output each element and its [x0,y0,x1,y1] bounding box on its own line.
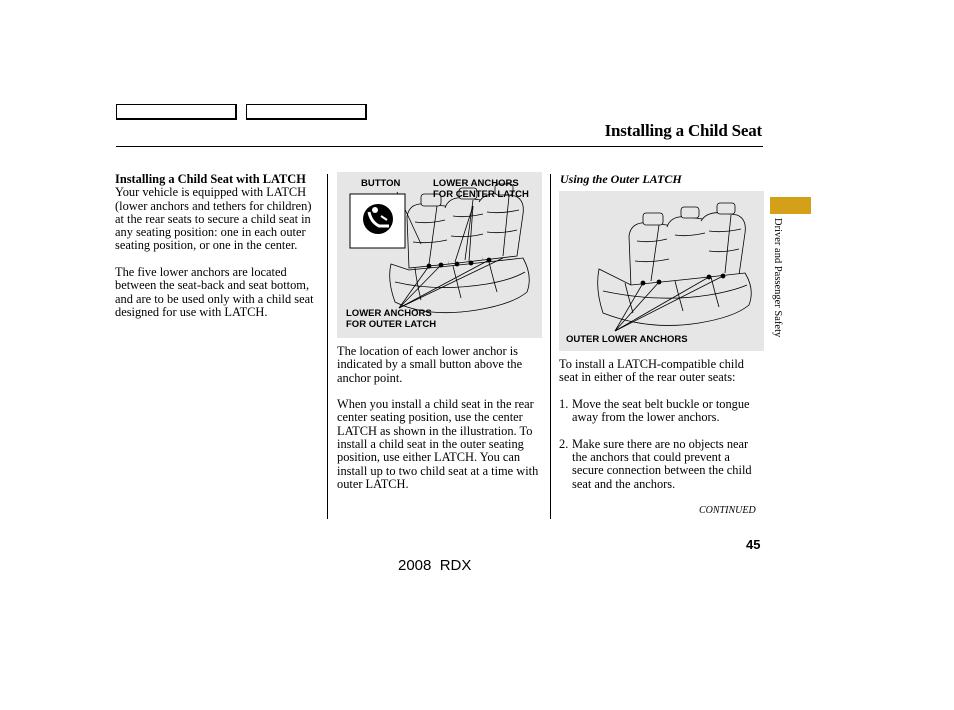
step-number: 1. [559,396,569,411]
callout-center-latch: LOWER ANCHORS FOR CENTER LATCH [433,178,529,200]
anchor-location-paragraph: The location of each lower anchor is indicated by a small button above the anchor point. [337,344,523,385]
rear-seat-drawing-2 [559,191,764,351]
column-3 [559,358,764,491]
center-latch-paragraph: When you install a child seat in the rear center seating position, use the center LATCH as shown in the illustration. To install a child seat in the outer seating position, use either LATCH. You can install up to two child seat at a time with outer LATCH. [337,397,539,491]
step-number: 2. [559,436,569,451]
title-divider [116,146,763,147]
illustration-caption: Using the Outer LATCH [560,172,682,186]
page-title: Installing a Child Seat [604,121,762,140]
callout-outer-latch: LOWER ANCHORS FOR OUTER LATCH [346,308,437,330]
section-heading: Installing a Child Seat with LATCH [115,172,306,186]
nav-box-left[interactable] [116,104,237,120]
column-divider-2 [550,174,551,519]
continued-label: CONTINUED [699,505,756,516]
section-tab[interactable] [770,197,811,214]
child-seat-anchor-icon [350,194,405,248]
step-1 [559,398,764,425]
callout-outer-lower-anchors: OUTER LOWER ANCHORS [566,334,688,345]
column-1 [115,173,320,319]
step-text: Make sure there are no objects near the anchors that could prevent a secure connection between the child seat and the anchors. [572,436,752,491]
callout-button: BUTTON [361,178,401,189]
install-intro-paragraph: To install a LATCH-compatible child seat in either of the rear outer seats: [559,357,744,385]
column-divider-1 [327,174,328,519]
step-text: Move the seat belt buckle or tongue away from the lower anchors. [572,396,750,425]
rear-seat-illustration-outer [559,191,764,351]
lower-anchors-paragraph: The five lower anchors are located between the seat-back and seat bottom, and are to be used only with a child seat designed for use with LATCH. [115,265,314,319]
rear-seat-illustration-center [337,172,542,338]
nav-box-right[interactable] [246,104,367,120]
column-2 [337,345,545,491]
page-number: 45 [746,537,761,552]
model-footer: 2008 RDX [398,557,472,574]
step-2 [559,438,764,491]
section-label: Driver and Passenger Safety [772,218,783,338]
latch-intro-paragraph: Your vehicle is equipped with LATCH (lower anchors and tethers for children) at the rear seats to secure a child seat in any seating position: one in each outer seating position, or one in the center. [115,185,312,253]
